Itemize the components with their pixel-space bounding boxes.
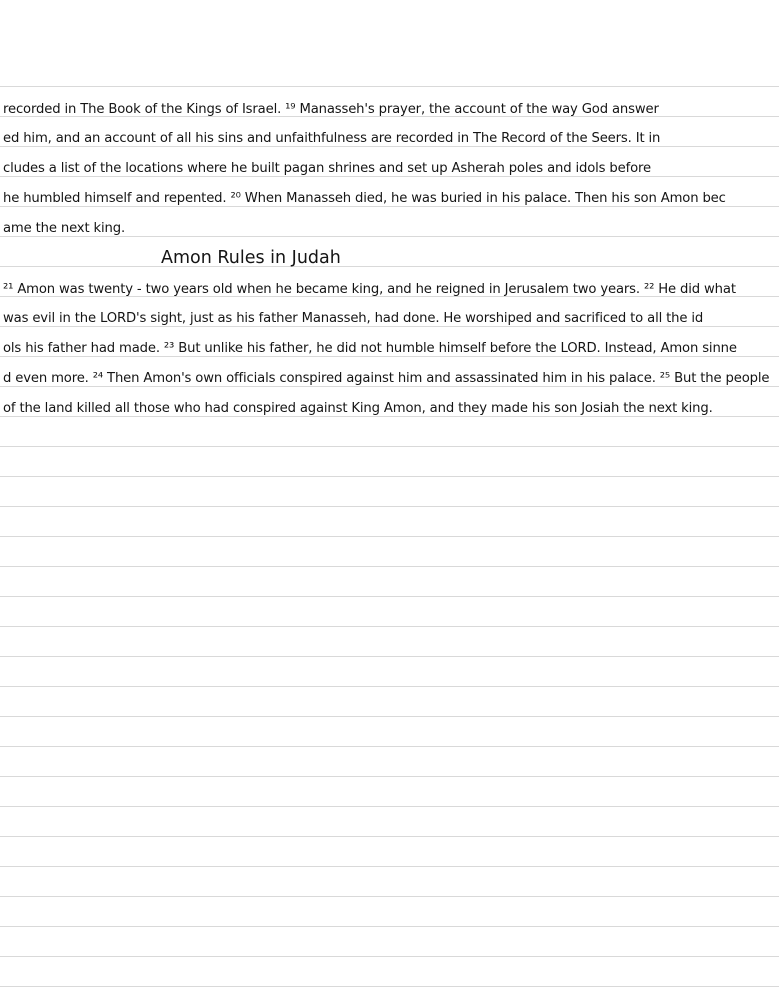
section-heading: Amon Rules in Judah	[161, 248, 341, 268]
text-line: of the land killed all those who had conspired against King Amon, and they made his son Josiah the next king.	[3, 401, 713, 416]
text-line: ed him, and an account of all his sins and unfaithfulness are recorded in The Record of the Seers. It in	[3, 131, 661, 146]
text-line: was evil in the LORD's sight, just as his father Manasseh, had done. He worshiped and sacrificed to all the id	[3, 311, 704, 326]
text-line: ols his father had made. ²³ But unlike his father, he did not humble himself before the LORD. Instead, Amon sinne	[3, 341, 737, 356]
text-line: recorded in The Book of the Kings of Israel. ¹⁹ Manasseh's prayer, the account of the way God answer	[3, 102, 659, 117]
text-line: ²¹ Amon was twenty - two years old when he became king, and he reigned in Jerusalem two years. ²² He did what	[3, 282, 736, 297]
text-line: cludes a list of the locations where he built pagan shrines and set up Asherah poles and idols before	[3, 161, 651, 176]
text-line: d even more. ²⁴ Then Amon's own officials conspired against him and assassinated him in his palace. ²⁵ But the people	[3, 371, 770, 386]
text-line: ame the next king.	[3, 221, 125, 236]
text-line: he humbled himself and repented. ²⁰ When Manasseh died, he was buried in his palace. Then his son Amon bec	[3, 191, 726, 206]
